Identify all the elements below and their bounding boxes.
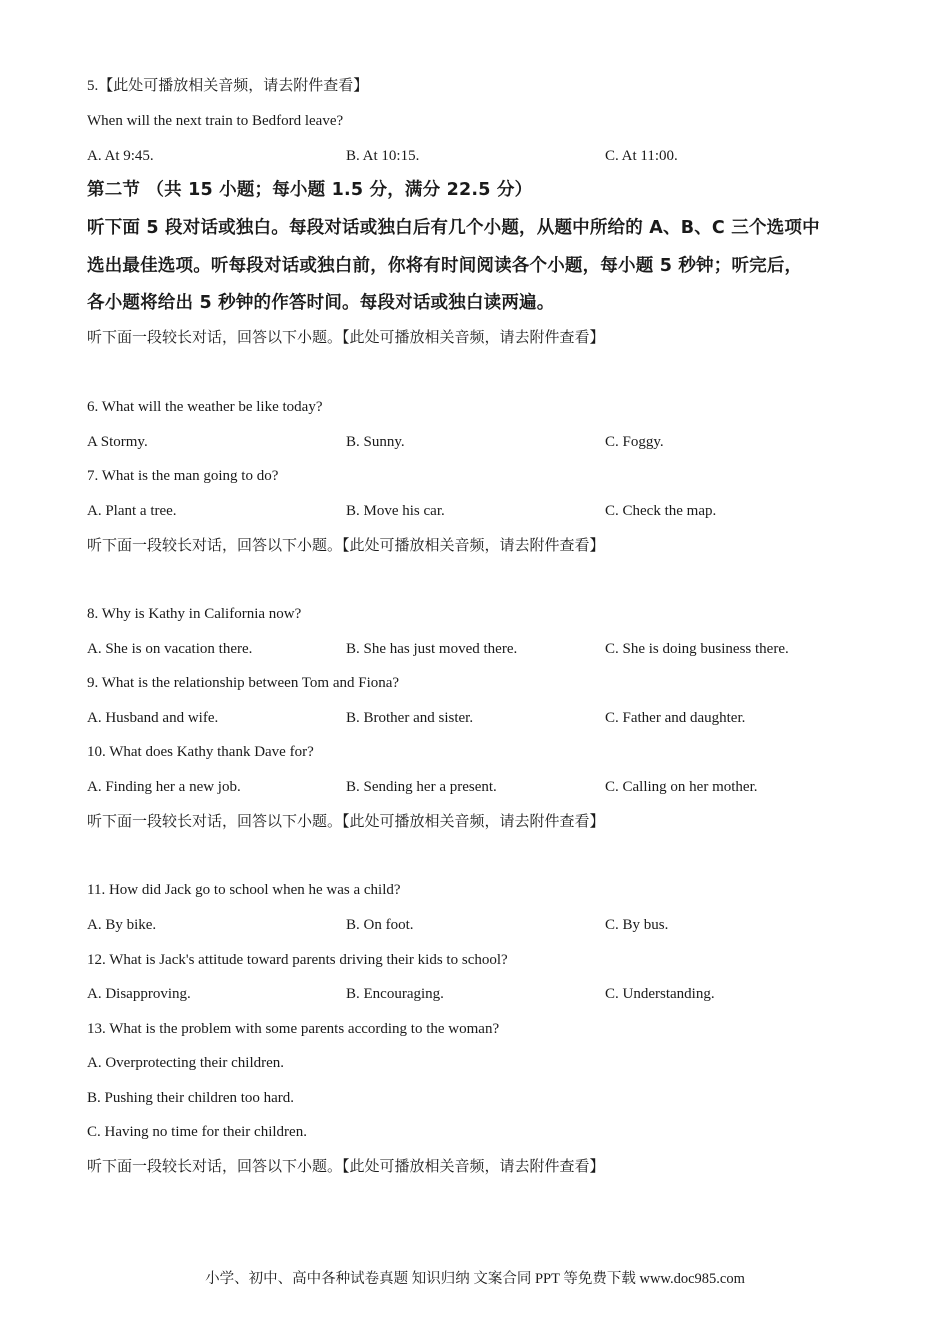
q6-option-c: C. Foggy. bbox=[605, 434, 664, 450]
q5-option-c: C. At 11:00. bbox=[605, 148, 678, 164]
q11-option-b: B. On foot. bbox=[346, 917, 414, 933]
q10-option-c: C. Calling on her mother. bbox=[605, 779, 758, 795]
q11-option-a: A. By bike. bbox=[87, 917, 157, 933]
q5-audio-note: 5.【此处可播放相关音频，请去附件查看】 bbox=[87, 78, 369, 94]
instruction-line-3: 各小题将给出 5 秒钟的作答时间。每段对话或独白读两遍。 bbox=[87, 293, 555, 313]
q10-option-b: B. Sending her a present. bbox=[346, 779, 497, 795]
q10-question: 10. What does Kathy thank Dave for? bbox=[87, 744, 314, 760]
q5-option-a: A. At 9:45. bbox=[87, 148, 154, 164]
q12-option-a: A. Disapproving. bbox=[87, 986, 191, 1002]
section-title: 第二节 （共 15 小题；每小题 1.5 分，满分 22.5 分） bbox=[87, 180, 533, 200]
q7-option-c: C. Check the map. bbox=[605, 503, 717, 519]
q12-question: 12. What is Jack's attitude toward parents driving their kids to school? bbox=[87, 952, 508, 968]
instruction-line-2: 选出最佳选项。听每段对话或独白前，你将有时间阅读各个小题，每小题 5 秒钟；听完后， bbox=[87, 256, 803, 276]
instruction-line-1: 听下面 5 段对话或独白。每段对话或独白后有几个小题，从题中所给的 A、B、C 三个选项中 bbox=[87, 218, 820, 238]
q8-question: 8. Why is Kathy in California now? bbox=[87, 606, 302, 622]
q8-option-a: A. She is on vacation there. bbox=[87, 641, 253, 657]
q12-option-c: C. Understanding. bbox=[605, 986, 715, 1002]
group2-audio-note: 听下面一段较长对话，回答以下小题。【此处可播放相关音频，请去附件查看】 bbox=[87, 538, 605, 554]
q9-question: 9. What is the relationship between Tom and Fiona? bbox=[87, 675, 400, 691]
q6-question: 6. What will the weather be like today? bbox=[87, 399, 323, 415]
group4-audio-note: 听下面一段较长对话，回答以下小题。【此处可播放相关音频，请去附件查看】 bbox=[87, 1159, 605, 1175]
q11-question: 11. How did Jack go to school when he was a child? bbox=[87, 882, 401, 898]
q13-option-c: C. Having no time for their children. bbox=[87, 1124, 307, 1140]
q9-option-a: A. Husband and wife. bbox=[87, 710, 219, 726]
q5-option-b: B. At 10:15. bbox=[346, 148, 420, 164]
q5-question: When will the next train to Bedford leave? bbox=[87, 113, 344, 129]
q8-option-c: C. She is doing business there. bbox=[605, 641, 789, 657]
q13-option-b: B. Pushing their children too hard. bbox=[87, 1090, 295, 1106]
q7-question: 7. What is the man going to do? bbox=[87, 468, 279, 484]
group1-audio-note: 听下面一段较长对话，回答以下小题。【此处可播放相关音频，请去附件查看】 bbox=[87, 330, 605, 346]
q13-question: 13. What is the problem with some parents according to the woman? bbox=[87, 1021, 500, 1037]
q6-option-b: B. Sunny. bbox=[346, 434, 405, 450]
q9-option-b: B. Brother and sister. bbox=[346, 710, 474, 726]
q12-option-b: B. Encouraging. bbox=[346, 986, 444, 1002]
q9-option-c: C. Father and daughter. bbox=[605, 710, 746, 726]
q13-option-a: A. Overprotecting their children. bbox=[87, 1055, 285, 1071]
q7-option-a: A. Plant a tree. bbox=[87, 503, 177, 519]
group3-audio-note: 听下面一段较长对话，回答以下小题。【此处可播放相关音频，请去附件查看】 bbox=[87, 814, 605, 830]
q6-option-a: A Stormy. bbox=[87, 434, 148, 450]
q7-option-b: B. Move his car. bbox=[346, 503, 445, 519]
q8-option-b: B. She has just moved there. bbox=[346, 641, 518, 657]
q11-option-c: C. By bus. bbox=[605, 917, 669, 933]
page-footer: 小学、初中、高中各种试卷真题 知识归纳 文案合同 PPT 等免费下载 www.doc985.com bbox=[205, 1271, 745, 1287]
q10-option-a: A. Finding her a new job. bbox=[87, 779, 241, 795]
